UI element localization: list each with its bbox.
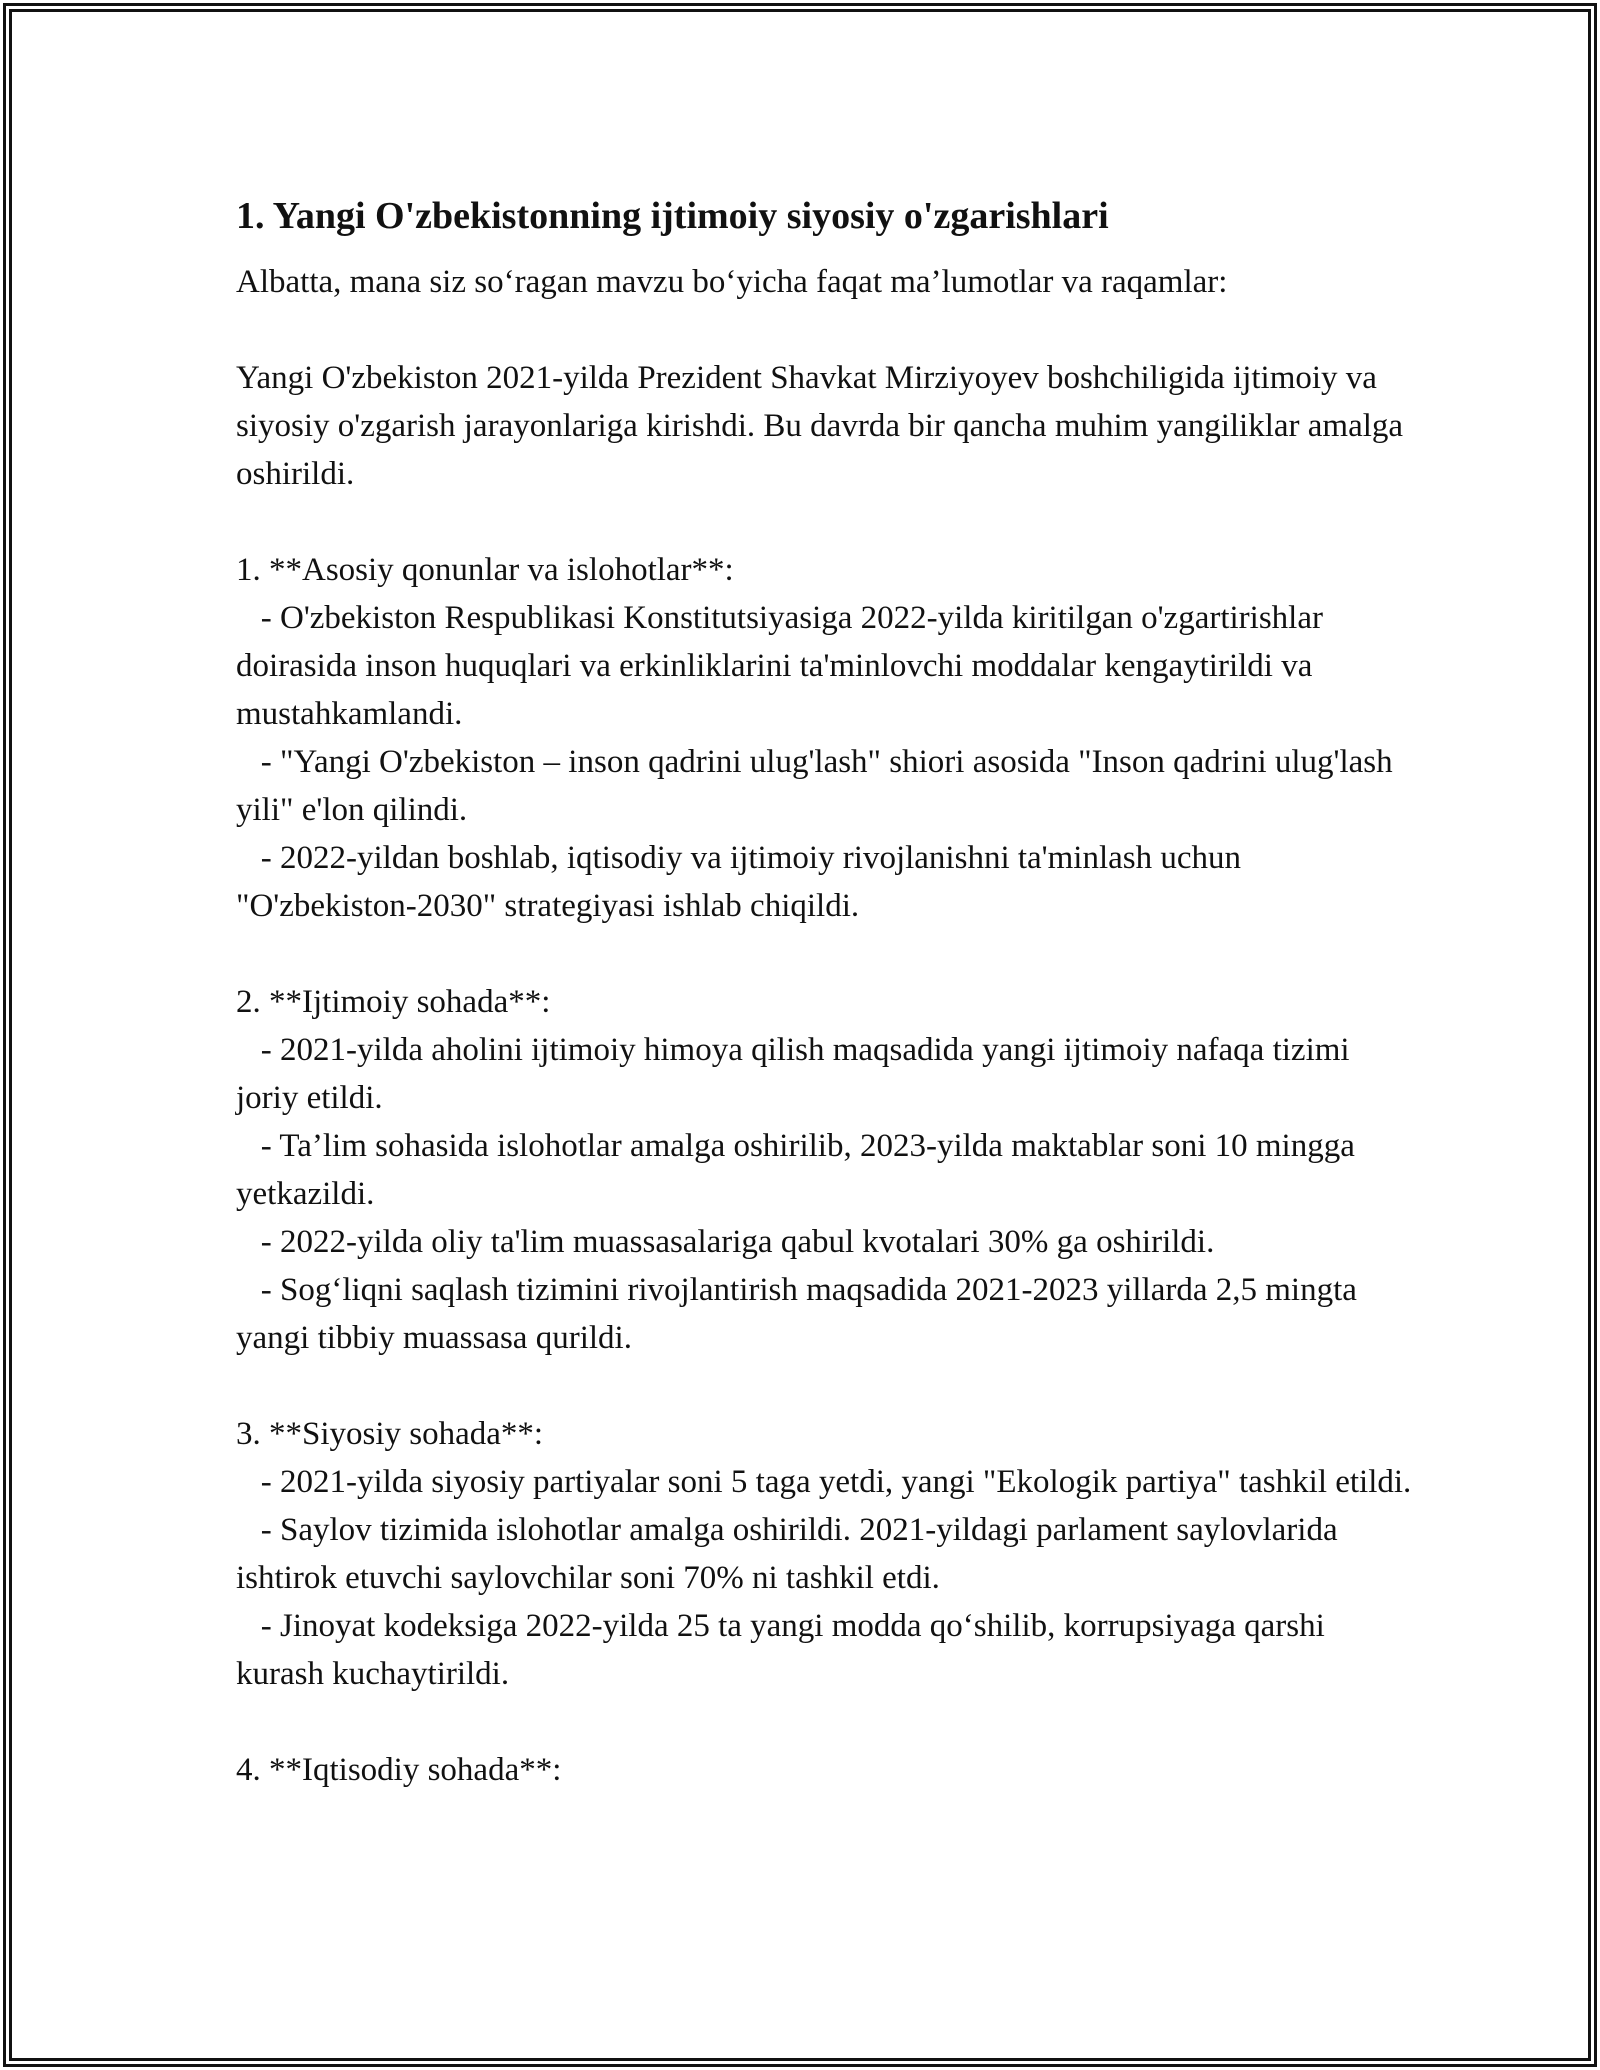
list-item: - 2021-yilda siyosiy partiyalar soni 5 taga yetdi, yangi "Ekologik partiya" tashkil etildi. bbox=[260, 1464, 1412, 1500]
document-page bbox=[236, 188, 1416, 1794]
section-heading: 1. **Asosiy qonunlar va islohotlar**: bbox=[236, 552, 734, 588]
paragraph-gap bbox=[236, 1698, 1416, 1746]
section-heading: 4. **Iqtisodiy sohada**: bbox=[236, 1752, 562, 1788]
list-item: - Sog‘liqni saqlash tizimini rivojlantirish maqsadida 2021-2023 yillarda 2,5 mingta yangi tibbiy muassasa qurildi. bbox=[236, 1272, 1366, 1356]
section-heading: 2. **Ijtimoiy sohada**: bbox=[236, 984, 551, 1020]
paragraph-gap bbox=[236, 930, 1416, 978]
list-item: - 2021-yilda aholini ijtimoiy himoya qilish maqsadida yangi ijtimoiy nafaqa tizimi joriy etildi. bbox=[236, 1032, 1358, 1116]
section-heading: 3. **Siyosiy sohada**: bbox=[236, 1416, 544, 1452]
section-4 bbox=[236, 1746, 1416, 1794]
list-item: - 2022-yilda oliy ta'lim muassasalariga qabul kvotalari 30% ga oshirildi. bbox=[260, 1224, 1215, 1260]
section-1 bbox=[236, 546, 1416, 930]
list-item: - Ta’lim sohasida islohotlar amalga oshirilib, 2023-yilda maktablar soni 10 mingga yetkazildi. bbox=[236, 1128, 1364, 1212]
intro-paragraph: Albatta, mana siz so‘ragan mavzu bo‘yicha faqat ma’lumotlar va raqamlar: bbox=[236, 264, 1228, 300]
section-3 bbox=[236, 1410, 1416, 1698]
list-item: - 2022-yildan boshlab, iqtisodiy va ijtimoiy rivojlanishni ta'minlash uchun "O'zbekiston-2030" strategiyasi ishlab chiqildi. bbox=[236, 840, 1250, 924]
paragraph-gap bbox=[236, 306, 1416, 354]
overview-paragraph: Yangi O'zbekiston 2021-yilda Prezident Shavkat Mirziyoyev boshchiligida ijtimoiy va siyosiy o'zgarish jarayonlariga kirishdi. Bu davrda bir qancha muhim yangiliklar amalga oshirildi. bbox=[236, 360, 1412, 492]
list-item: - Saylov tizimida islohotlar amalga oshirildi. 2021-yildagi parlament saylovlarida ishtirok etuvchi saylovchilar soni 70% ni tashkil etdi. bbox=[236, 1512, 1346, 1596]
paragraph-gap bbox=[236, 498, 1416, 546]
list-item: - "Yangi O'zbekiston – inson qadrini ulug'lash" shiori asosida "Inson qadrini ulug'lash yili" e'lon qilindi. bbox=[236, 744, 1401, 828]
section-2 bbox=[236, 978, 1416, 1362]
list-item: - O'zbekiston Respublikasi Konstitutsiyasiga 2022-yilda kiritilgan o'zgartirishlar doirasida inson huquqlari va erkinliklarini ta'minlovchi moddalar kengaytirildi va mustahkamlandi. bbox=[236, 600, 1332, 732]
list-item: - Jinoyat kodeksiga 2022-yilda 25 ta yangi modda qo‘shilib, korrupsiyaga qarshi kurash kuchaytirildi. bbox=[236, 1608, 1334, 1692]
paragraph-gap bbox=[236, 1362, 1416, 1410]
document-title: 1. Yangi O'zbekistonning ijtimoiy siyosiy o'zgarishlari bbox=[236, 195, 1109, 237]
